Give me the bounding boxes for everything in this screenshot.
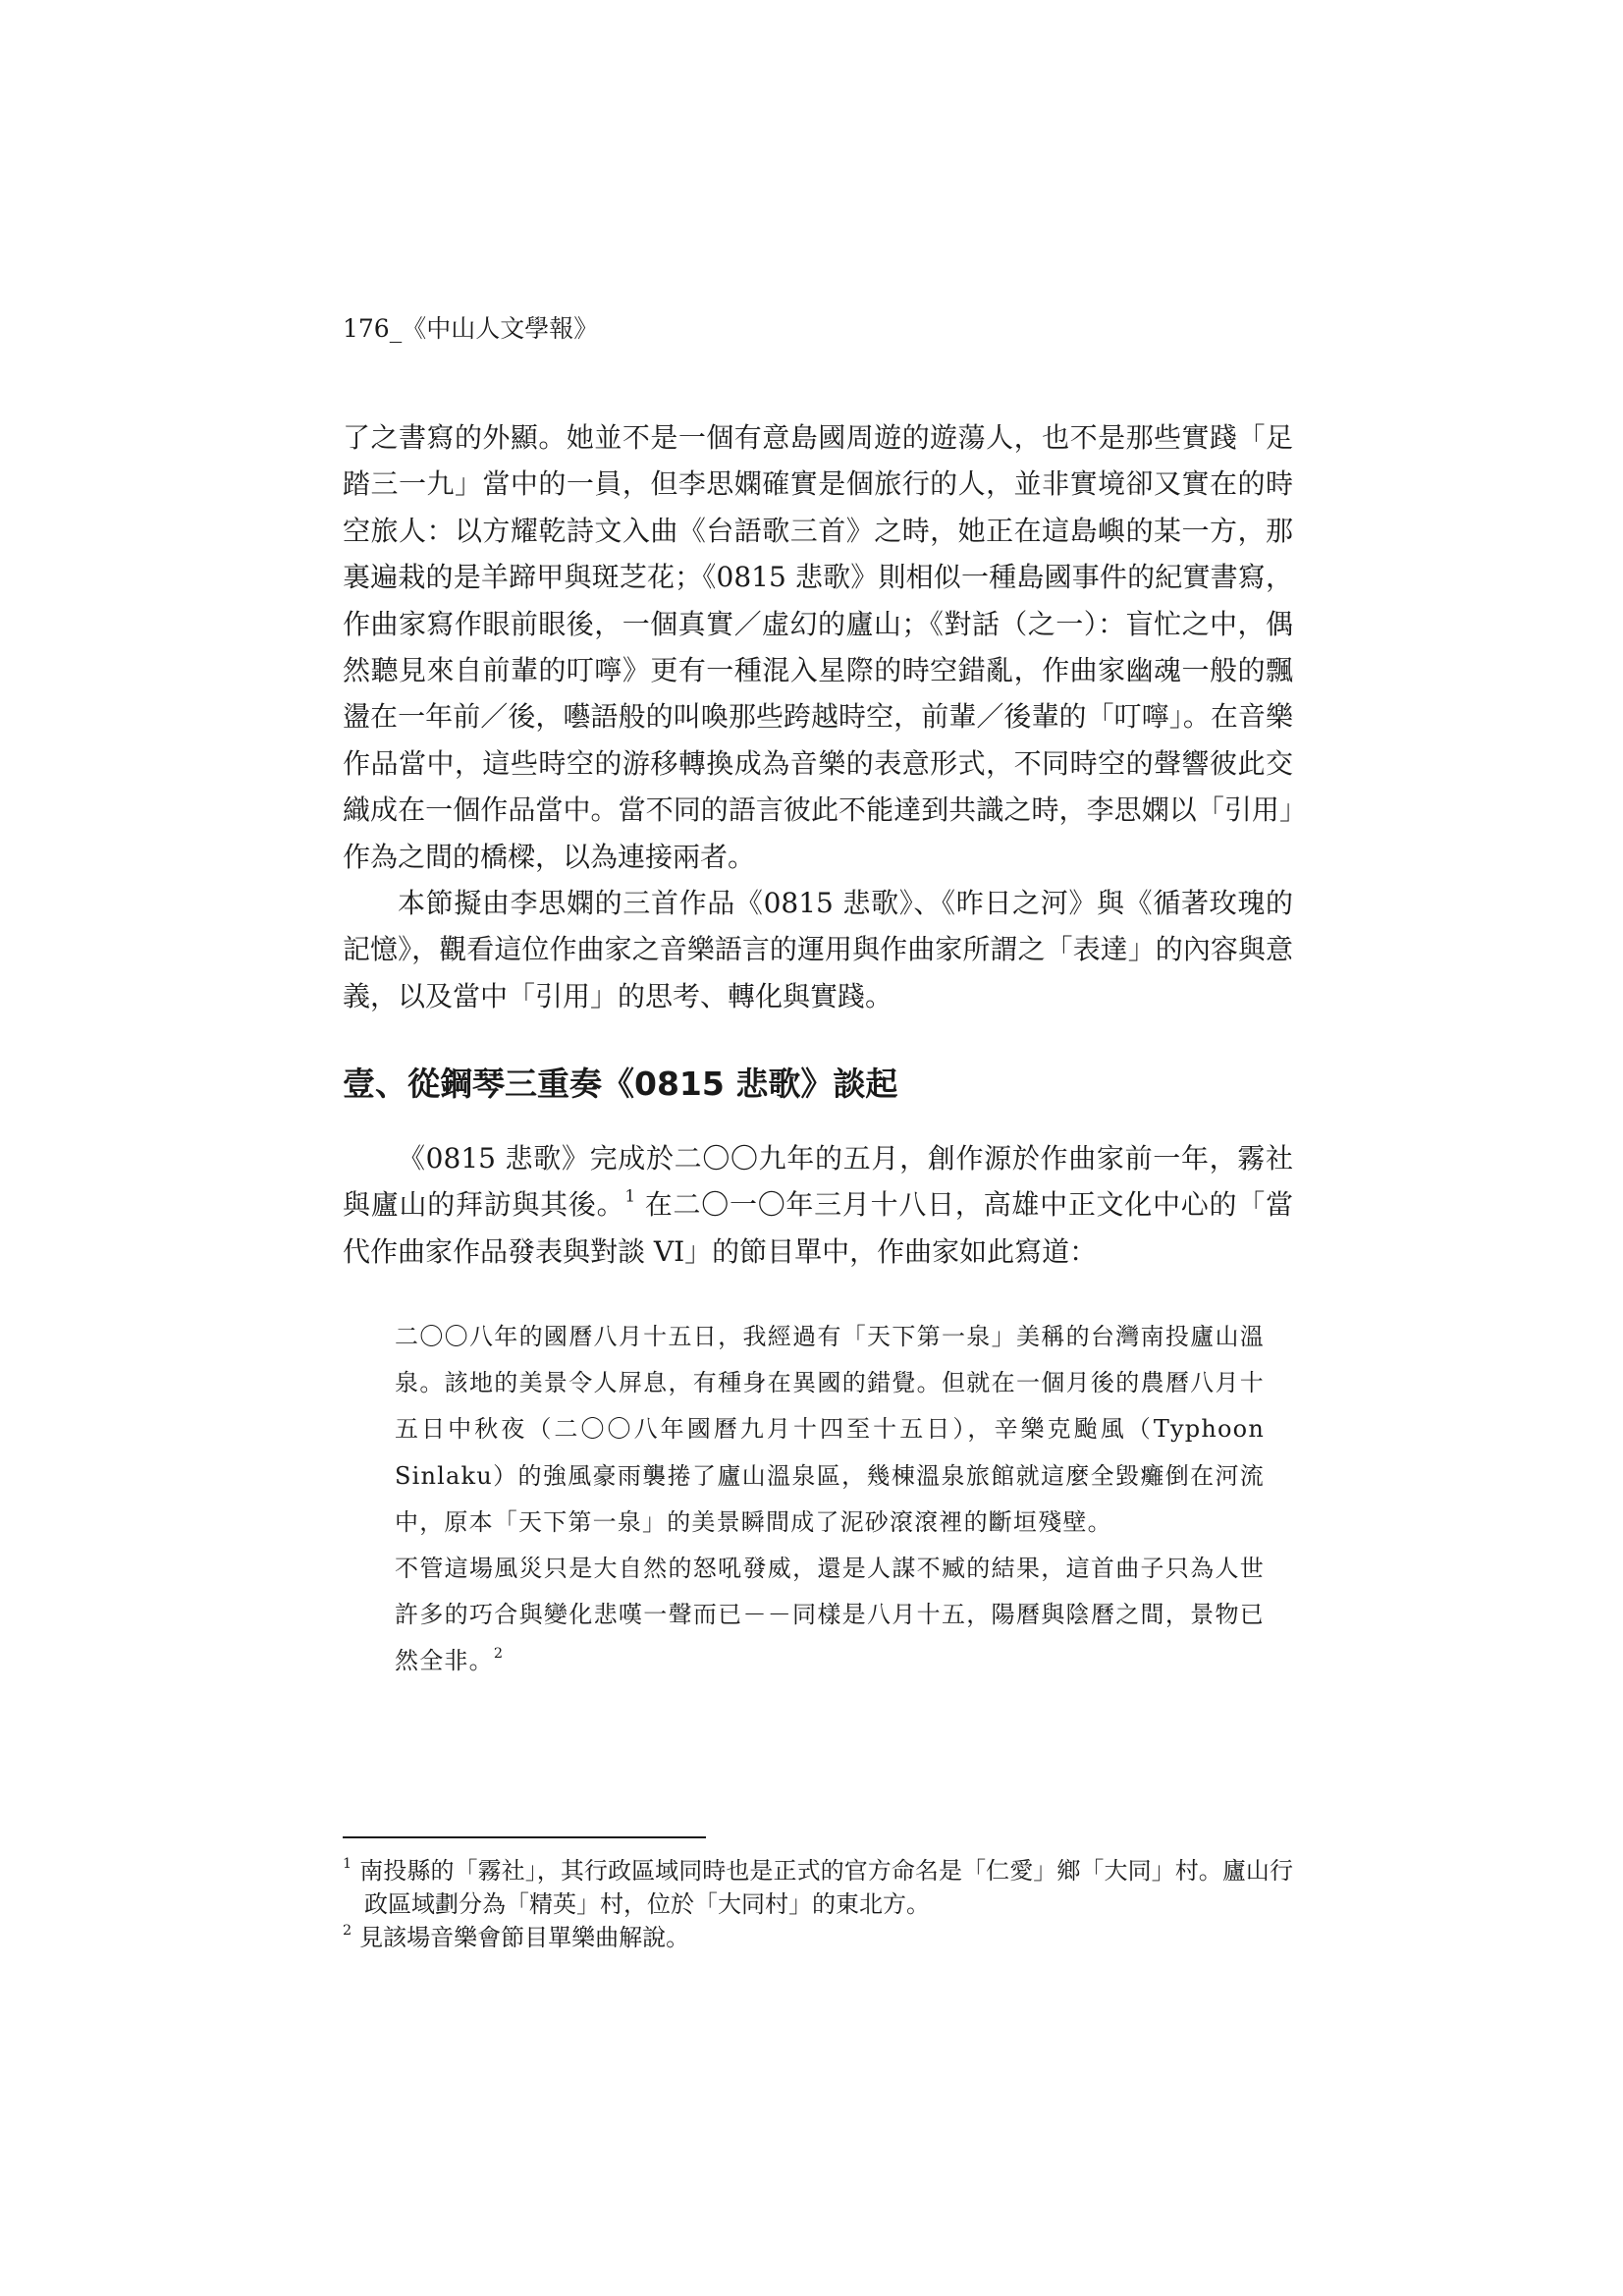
- quote-paragraph: [395, 1546, 1265, 1685]
- footnote: [343, 1854, 1293, 1921]
- footnote: [343, 1921, 1293, 1954]
- section-heading: 壹、從鋼琴三重奏《0815 悲歌》談起: [343, 1065, 898, 1103]
- running-header: [343, 312, 598, 346]
- body-text-section: [343, 1135, 1293, 1275]
- footnote-divider: [343, 1836, 706, 1838]
- body-text-span: 在二〇一〇年三月十八日，高雄中正文化中心的「當代作曲家作品發表與對談 VI」的節目單中，作曲家如此寫道：: [343, 1188, 1293, 1268]
- block-quote: [395, 1314, 1265, 1685]
- body-paragraph: 本節擬由李思嫻的三首作品《0815 悲歌》、《昨日之河》與《循著玫瑰的記憶》，觀看這位作曲家之音樂語言的運用與作曲家所謂之「表達」的內容與意義，以及當中「引用」的思考、轉化與實踐。: [343, 887, 1293, 1012]
- footnote-text: 南投縣的「霧社」，其行政區域同時也是正式的官方命名是「仁愛」鄉「大同」村。廬山行政區域劃分為「精英」村，位於「大同村」的東北方。: [359, 1857, 1293, 1918]
- body-paragraph: [343, 1135, 1293, 1275]
- body-paragraph: 了之書寫的外顯。她並不是一個有意島國周遊的遊蕩人，也不是那些實踐「足踏三一九」當中的一員，但李思嫻確實是個旅行的人，並非實境卻又實在的時空旅人：以方耀乾詩文入曲《台語歌三首》之時，她正在這島嶼的某一方，那裏遍栽的是羊蹄甲與斑芝花；《0815 悲歌》則相似一種島國事件的紀實書寫，作曲家寫作眼前眼後，一個真實／虛幻的廬山；《對話（之一）：盲忙之中，偶然聽見來自前輩的叮嚀》更有一種混入星際的時空錯亂，作曲家幽魂一般的飄盪在一年前／後，囈語般的叫喚那些跨越時空，前輩／後輩的「叮嚀」。在音樂作品當中，這些時空的游移轉換成為音樂的表意形式，不同時空的聲響彼此交織成在一個作品當中。當不同的語言彼此不能達到共識之時，李思嫻以「引用」作為之間的橋樑，以為連接兩者。: [343, 421, 1293, 873]
- footnote-reference: 2: [493, 1646, 505, 1663]
- journal-title: _《中山人文學報》: [389, 314, 599, 343]
- body-text-span: 《0815 悲歌》完成於二〇〇九年的五月，創作源於作曲家前一年，霧社與廬山的拜訪與其後。: [343, 1142, 1293, 1222]
- quote-text-span: 不管這場風災只是大自然的怒吼發威，還是人謀不臧的結果，這首曲子只為人世許多的巧合與變化悲嘆一聲而已－－同樣是八月十五，陽曆與陰曆之間，景物已然全非。: [395, 1555, 1265, 1675]
- footnote-text: 見該場音樂會節目單樂曲解說。: [359, 1924, 690, 1951]
- footnote-number: 2: [343, 1923, 352, 1940]
- footnote-number: 1: [343, 1856, 352, 1873]
- page-number: 176: [343, 314, 390, 343]
- footnote-reference: 1: [624, 1185, 636, 1206]
- body-text-top: [343, 414, 1293, 1019]
- footnotes: [343, 1854, 1293, 1954]
- quote-paragraph: 二〇〇八年的國曆八月十五日，我經過有「天下第一泉」美稱的台灣南投廬山溫泉。該地的美景令人屏息，有種身在異國的錯覺。但就在一個月後的農曆八月十五日中秋夜（二〇〇八年國曆九月十四至十五日），辛樂克颱風（Typhoon Sinlaku）的強風豪雨襲捲了廬山溫泉區，幾棟溫泉旅館就這麼全毀癱倒在河流中，原本「天下第一泉」的美景瞬間成了泥砂滾滾裡的斷垣殘壁。: [395, 1323, 1265, 1536]
